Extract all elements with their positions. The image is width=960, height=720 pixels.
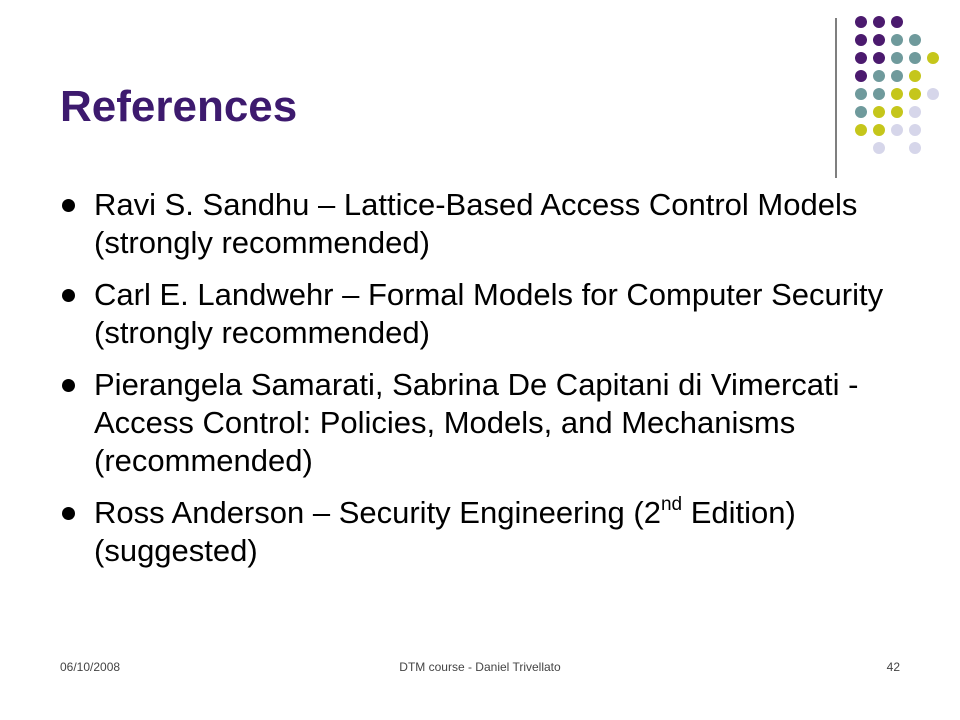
decorative-dot <box>909 34 921 46</box>
decorative-dot <box>909 88 921 100</box>
decorative-dot <box>873 106 885 118</box>
decorative-dot <box>873 52 885 64</box>
bullet-icon <box>62 379 75 392</box>
decorative-dot <box>909 52 921 64</box>
decorative-dot <box>855 124 867 136</box>
decorative-dot <box>873 70 885 82</box>
bullet-icon <box>62 199 75 212</box>
ordinal-superscript: nd <box>660 494 683 515</box>
reference-item-samarati <box>60 366 890 480</box>
reference-list <box>60 186 890 584</box>
decorative-dot <box>927 88 939 100</box>
reference-text-before: Ross Anderson – Security Engineering (2 <box>94 495 661 530</box>
decorative-dot <box>927 52 939 64</box>
decorative-dot <box>891 106 903 118</box>
decorative-dot <box>909 70 921 82</box>
decorative-dot <box>873 124 885 136</box>
decorative-dot <box>891 52 903 64</box>
reference-item-landwehr <box>60 276 890 352</box>
decorative-dot <box>891 88 903 100</box>
reference-item-anderson <box>60 494 890 570</box>
decorative-dot <box>855 106 867 118</box>
decorative-dot <box>855 52 867 64</box>
slide-number: 42 <box>886 660 900 674</box>
decorative-dot <box>909 142 921 154</box>
decorative-dot <box>855 16 867 28</box>
decorative-dot <box>891 70 903 82</box>
reference-text: Pierangela Samarati, Sabrina De Capitani di Vimercati - Access Control: Policies, Models, and Mechanisms (recommended) <box>94 367 859 478</box>
slide-title: References <box>60 82 298 131</box>
decorative-dot <box>873 34 885 46</box>
bullet-icon <box>62 507 75 520</box>
reference-text: Carl E. Landwehr – Formal Models for Computer Security (strongly recommended) <box>94 277 884 350</box>
decorative-dot <box>873 142 885 154</box>
decorative-dot <box>855 70 867 82</box>
decorative-dot <box>891 16 903 28</box>
reference-text-after: Edition) (suggested) <box>94 495 796 568</box>
decorative-dot <box>891 124 903 136</box>
decorative-dot <box>909 106 921 118</box>
bullet-icon <box>62 289 75 302</box>
reference-item-sandhu <box>60 186 890 262</box>
decorative-dot <box>891 34 903 46</box>
reference-text: Ravi S. Sandhu – Lattice-Based Access Control Models (strongly recommended) <box>94 187 858 260</box>
decorative-dot <box>855 88 867 100</box>
decorative-dot <box>873 88 885 100</box>
decorative-dot <box>855 34 867 46</box>
decorative-dot <box>909 124 921 136</box>
footer-course: DTM course - Daniel Trivellato <box>399 660 561 674</box>
decorative-dot <box>873 16 885 28</box>
footer-date: 06/10/2008 <box>60 660 121 674</box>
